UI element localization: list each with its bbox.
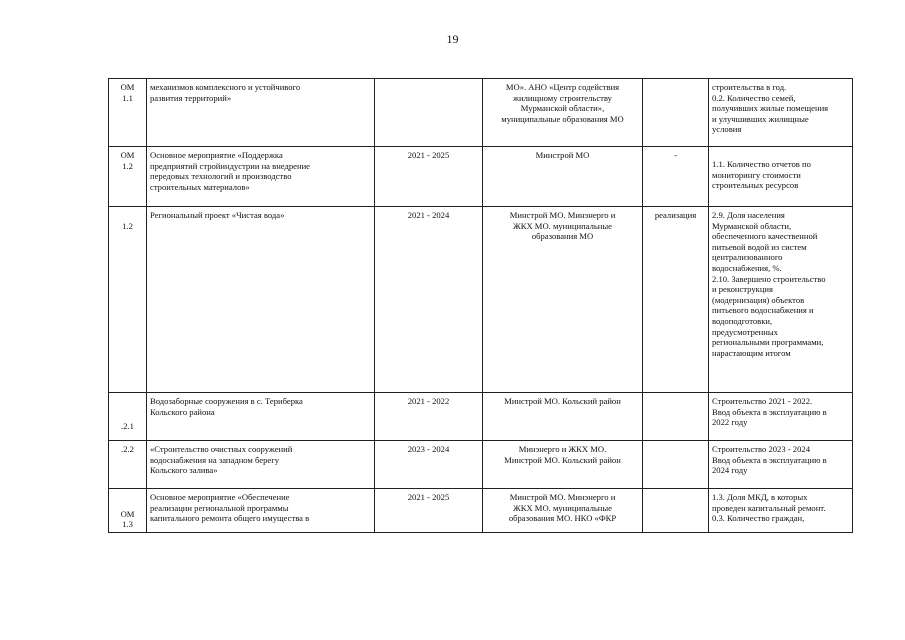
executor-cell: Минстрой МО. Минэнерго и ЖКХ МО. муниципальные образования МО bbox=[483, 207, 643, 393]
indicators-cell: 2.9. Доля населения Мурманской области, обеспеченного качественной питьевой водой из систем централизованного водоснабжения, %. 2.10. Завершено строительство и реконструкция (модернизация) объектов питьевого водоснабжения и водоподготовки, предусмотренных региональными программами, нарастающим итогом bbox=[709, 207, 853, 393]
executor-cell: Минстрой МО. Минэнерго и ЖКХ МО. муниципальные образования МО. НКО «ФКР bbox=[483, 489, 643, 533]
indicators-cell: Строительство 2023 - 2024 Ввод объекта в эксплуатацию в 2024 году bbox=[709, 441, 853, 489]
status-cell bbox=[643, 79, 709, 147]
executor-cell: Минстрой МО bbox=[483, 147, 643, 207]
executor-cell: Минстрой МО. Кольский район bbox=[483, 393, 643, 441]
table-row bbox=[109, 489, 853, 533]
table-row bbox=[109, 207, 853, 393]
indicators-cell: строительства в год. 0.2. Количество семей, получивших жилые помещения и улучшивших жилищные условия bbox=[709, 79, 853, 147]
row-number-cell: .2.2 bbox=[109, 441, 147, 489]
indicators-cell: 1.3. Доля МКД, в которых проведен капитальный ремонт. 0.3. Количество граждан, bbox=[709, 489, 853, 533]
indicators-cell: 1.1. Количество отчетов по мониторингу стоимости строительных ресурсов bbox=[709, 147, 853, 207]
measure-name-cell: «Строительство очистных сооружений водоснабжения на западном берегу Кольского залива» bbox=[147, 441, 375, 489]
indicators-cell: Строительство 2021 - 2022. Ввод объекта в эксплуатацию в 2022 году bbox=[709, 393, 853, 441]
row-number-cell: ОМ 1.2 bbox=[109, 147, 147, 207]
table-row bbox=[109, 79, 853, 147]
row-number-cell: ОМ 1.1 bbox=[109, 79, 147, 147]
executor-cell: Минэнерго и ЖКХ МО. Минстрой МО. Кольский район bbox=[483, 441, 643, 489]
measure-name-cell: механизмов комплексного и устойчивого развития территорий» bbox=[147, 79, 375, 147]
period-cell: 2021 - 2025 bbox=[375, 147, 483, 207]
table-row bbox=[109, 393, 853, 441]
period-cell: 2021 - 2022 bbox=[375, 393, 483, 441]
status-cell bbox=[643, 441, 709, 489]
program-measures-table bbox=[108, 78, 853, 533]
period-cell: 2021 - 2025 bbox=[375, 489, 483, 533]
row-number-cell: 1.2 bbox=[109, 207, 147, 393]
status-cell: - bbox=[643, 147, 709, 207]
period-cell: 2023 - 2024 bbox=[375, 441, 483, 489]
status-cell bbox=[643, 489, 709, 533]
status-cell bbox=[643, 393, 709, 441]
status-cell: реализация bbox=[643, 207, 709, 393]
row-number-cell: ОМ 1.3 bbox=[109, 489, 147, 533]
table-row bbox=[109, 147, 853, 207]
row-number-cell: .2.1 bbox=[109, 393, 147, 441]
period-cell: 2021 - 2024 bbox=[375, 207, 483, 393]
measure-name-cell: Водозаборные сооружения в с. Териберка Кольского района bbox=[147, 393, 375, 441]
period-cell bbox=[375, 79, 483, 147]
measure-name-cell: Основное мероприятие «Поддержка предприятий стройиндустрии на внедрение передовых технологий и производство строительных материалов» bbox=[147, 147, 375, 207]
measure-name-cell: Региональный проект «Чистая вода» bbox=[147, 207, 375, 393]
executor-cell: МО». АНО «Центр содействия жилищному строительству Мурманской области», муниципальные образования МО bbox=[483, 79, 643, 147]
table-row bbox=[109, 441, 853, 489]
page-number: 19 bbox=[446, 32, 459, 46]
measure-name-cell: Основное мероприятие «Обеспечение реализации региональной программы капитального ремонта общего имущества в bbox=[147, 489, 375, 533]
